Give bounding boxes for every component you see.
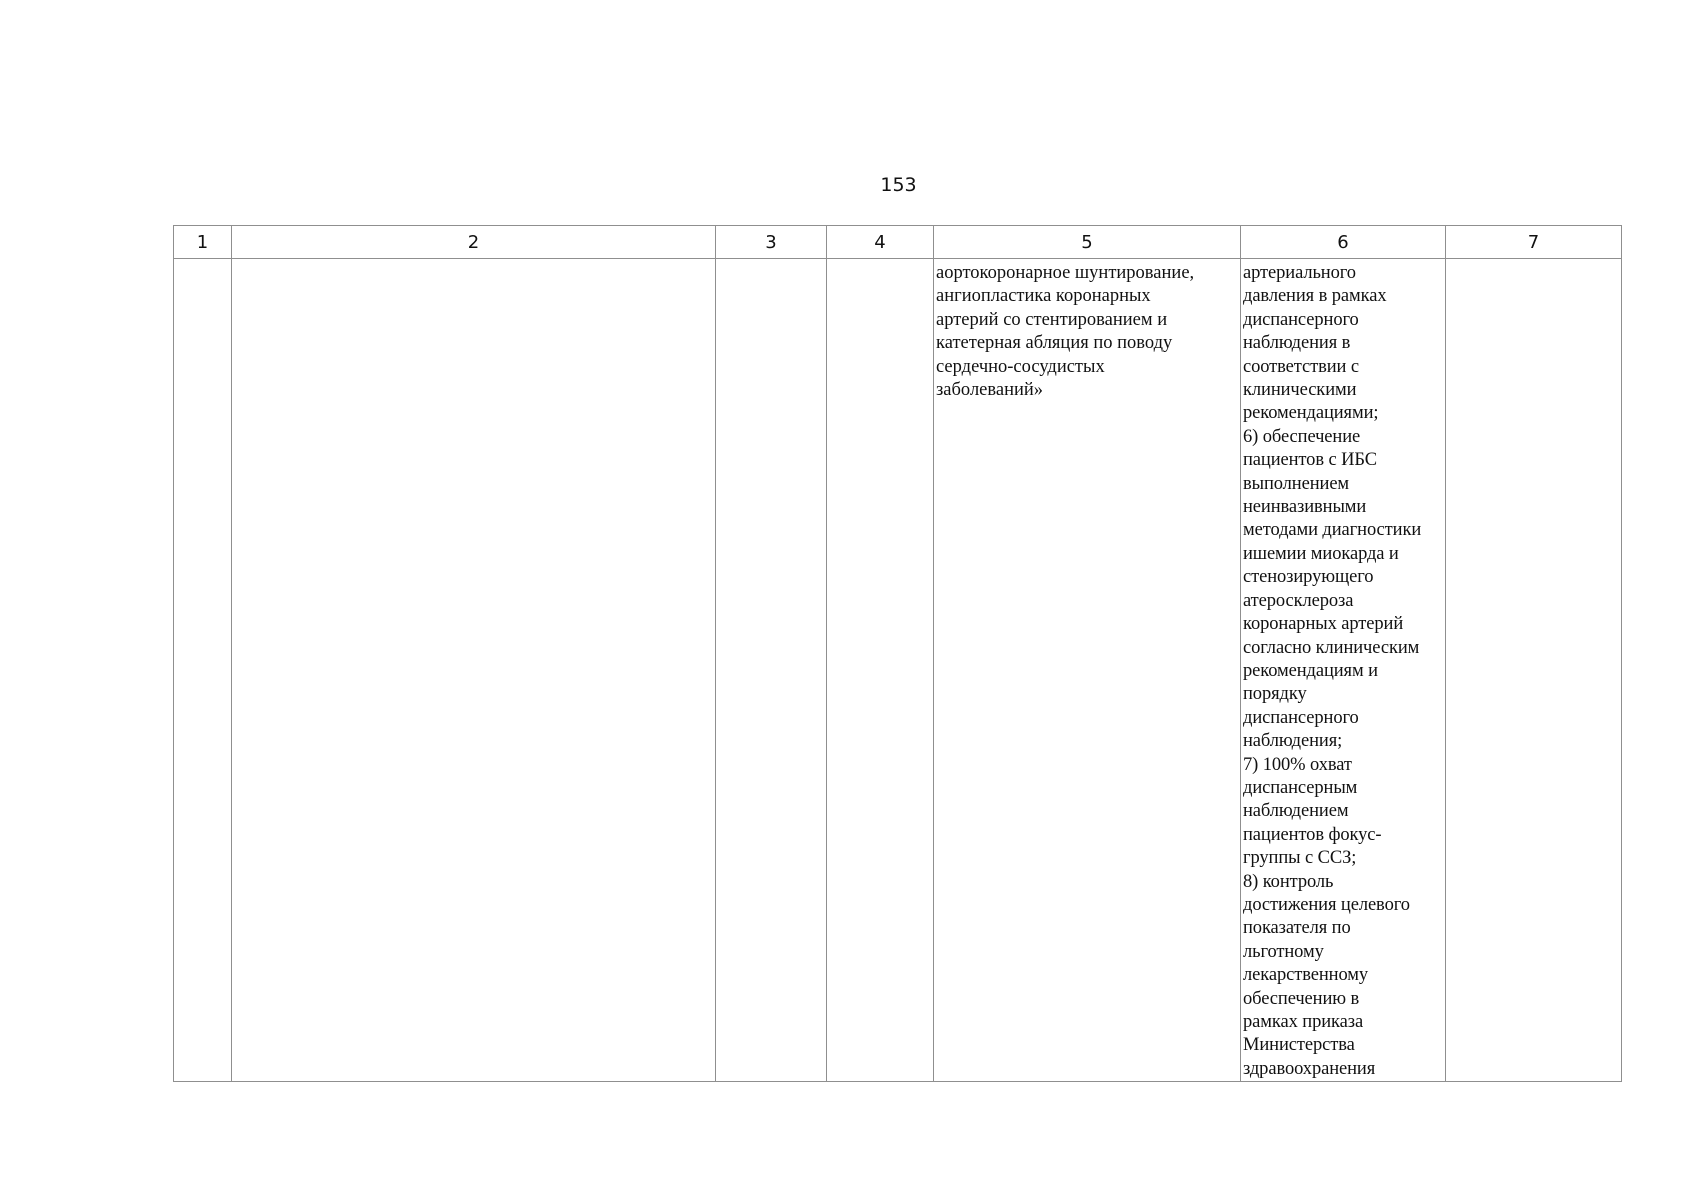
table-row bbox=[174, 259, 1622, 1082]
cell-col5: аортокоронарное шунтирование, ангиопластика коронарных артерий со стентированием и катетерная абляция по поводу сердечно-сосудистых заболеваний» bbox=[934, 259, 1241, 1082]
column-header-4: 4 bbox=[827, 226, 934, 259]
page-number: 153 bbox=[880, 174, 917, 196]
column-header-5: 5 bbox=[934, 226, 1241, 259]
cell-col7 bbox=[1446, 259, 1622, 1082]
header-row bbox=[174, 226, 1622, 259]
column-header-6: 6 bbox=[1241, 226, 1446, 259]
cell-col3 bbox=[716, 259, 827, 1082]
cell-col4 bbox=[827, 259, 934, 1082]
cell-col1 bbox=[174, 259, 232, 1082]
table-header bbox=[174, 226, 1622, 259]
column-header-7: 7 bbox=[1446, 226, 1622, 259]
cell-col6: артериального давления в рамках диспансерного наблюдения в соответствии с клиническими рекомендациями; 6) обеспечение пациентов с ИБС выполнением неинвазивными методами диагностики ишемии миокарда и стенозирующего атеросклероза коронарных артерий согласно клиническим рекомендациям и порядку диспансерного наблюдения; 7) 100% охват диспансерным наблюдением пациентов фокус- группы с ССЗ; 8) контроль достижения целевого показателя по льготному лекарственному обеспечению в рамках приказа Министерства здравоохранения bbox=[1241, 259, 1446, 1082]
document-table bbox=[173, 225, 1622, 1082]
column-header-2: 2 bbox=[232, 226, 716, 259]
column-header-3: 3 bbox=[716, 226, 827, 259]
cell-col2 bbox=[232, 259, 716, 1082]
column-header-1: 1 bbox=[174, 226, 232, 259]
